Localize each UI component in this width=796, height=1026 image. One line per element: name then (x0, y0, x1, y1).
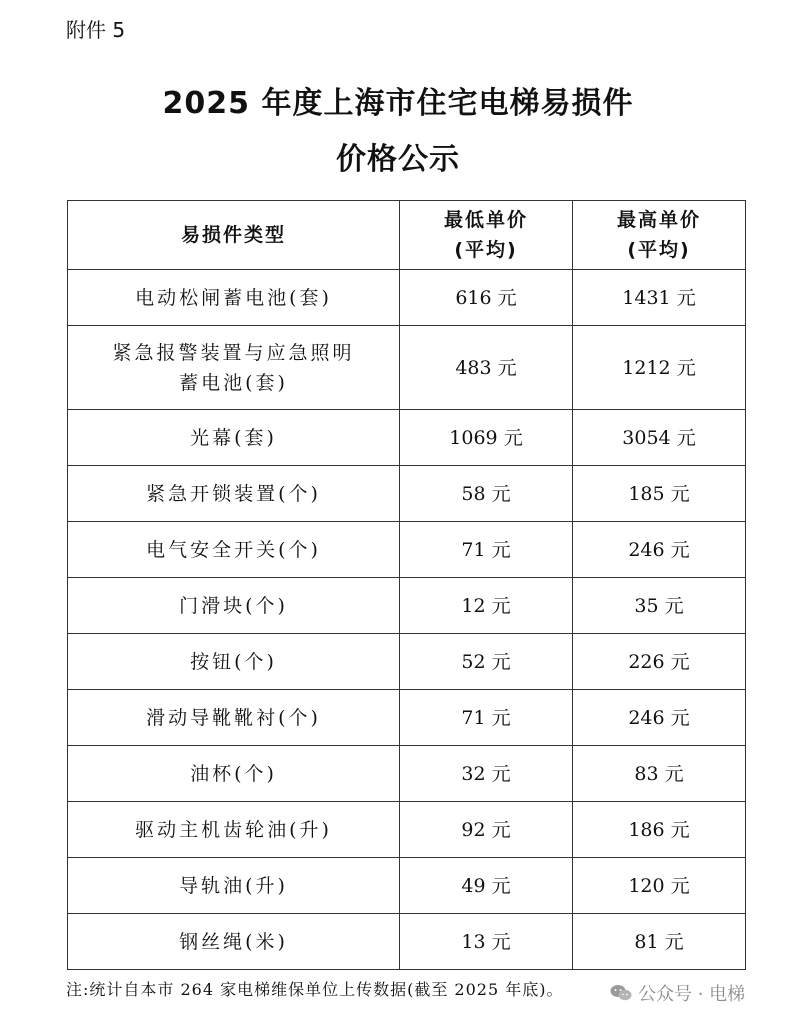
cell-max-price: 1431 元 (573, 270, 746, 326)
table-header-row (68, 201, 746, 270)
table-row (68, 410, 746, 466)
part-type-line1: 紧急报警装置与应急照明 (112, 341, 355, 364)
header-type-label: 易损件类型 (180, 224, 286, 246)
cell-max-price: 246 元 (573, 690, 746, 746)
cell-part-type (68, 270, 400, 326)
cell-max-price: 35 元 (573, 578, 746, 634)
cell-max-price: 1212 元 (573, 326, 746, 410)
part-type-line1: 光幕(套) (190, 426, 277, 449)
watermark (610, 980, 745, 1006)
cell-part-type (68, 746, 400, 802)
footnote: 注:统计自本市 264 家电梯维保单位上传数据(截至 2025 年底)。 (66, 980, 564, 999)
part-type-line1: 门滑块(个) (179, 594, 288, 617)
table-row (68, 914, 746, 970)
cell-part-type (68, 410, 400, 466)
cell-part-type (68, 522, 400, 578)
part-type-line1: 钢丝绳(米) (179, 930, 288, 953)
table-row (68, 522, 746, 578)
part-type-line1: 导轨油(升) (179, 874, 288, 897)
table-row (68, 746, 746, 802)
table-row (68, 802, 746, 858)
cell-max-price: 81 元 (573, 914, 746, 970)
header-max-price (573, 201, 746, 270)
cell-min-price: 49 元 (400, 858, 573, 914)
cell-max-price: 120 元 (573, 858, 746, 914)
cell-min-price: 483 元 (400, 326, 573, 410)
cell-part-type (68, 802, 400, 858)
cell-max-price: 185 元 (573, 466, 746, 522)
part-type-line1: 电动松闸蓄电池(套) (135, 286, 332, 309)
cell-min-price: 52 元 (400, 634, 573, 690)
part-type-line1: 紧急开锁装置(个) (146, 482, 321, 505)
header-type (68, 201, 400, 270)
header-min-price (400, 201, 573, 270)
part-type-line1: 油杯(个) (190, 762, 277, 785)
cell-min-price: 71 元 (400, 690, 573, 746)
attachment-label: 附件 5 (66, 18, 126, 42)
cell-part-type (68, 466, 400, 522)
document-title-line1: 2025 年度上海市住宅电梯易损件 (162, 86, 634, 121)
cell-part-type (68, 690, 400, 746)
table-body (68, 270, 746, 970)
table-row (68, 690, 746, 746)
cell-min-price: 58 元 (400, 466, 573, 522)
cell-min-price: 92 元 (400, 802, 573, 858)
table-row (68, 270, 746, 326)
cell-part-type (68, 326, 400, 410)
cell-min-price: 13 元 (400, 914, 573, 970)
header-min-line1: 最低单价 (443, 209, 528, 231)
cell-max-price: 3054 元 (573, 410, 746, 466)
part-type-line1: 电气安全开关(个) (146, 538, 321, 561)
price-table (67, 200, 746, 970)
cell-min-price: 71 元 (400, 522, 573, 578)
cell-min-price: 616 元 (400, 270, 573, 326)
cell-max-price: 246 元 (573, 522, 746, 578)
table-row (68, 466, 746, 522)
watermark-text: 公众号 · 电梯 (638, 984, 746, 1005)
cell-part-type (68, 914, 400, 970)
header-max-line2: (平均) (627, 239, 691, 261)
table-row (68, 634, 746, 690)
part-type-line1: 驱动主机齿轮油(升) (135, 818, 332, 841)
cell-max-price: 83 元 (573, 746, 746, 802)
cell-min-price: 1069 元 (400, 410, 573, 466)
cell-min-price: 32 元 (400, 746, 573, 802)
table-row (68, 326, 746, 410)
header-min-line2: (平均) (454, 239, 518, 261)
cell-part-type (68, 634, 400, 690)
header-max-line1: 最高单价 (616, 209, 701, 231)
table-row (68, 578, 746, 634)
cell-max-price: 226 元 (573, 634, 746, 690)
cell-part-type (68, 578, 400, 634)
wechat-icon (610, 984, 632, 1002)
document-title-line2: 价格公示 (336, 142, 460, 177)
part-type-line2: 蓄电池(套) (179, 371, 288, 394)
part-type-line1: 滑动导靴靴衬(个) (146, 706, 321, 729)
table-row (68, 858, 746, 914)
cell-part-type (68, 858, 400, 914)
part-type-line1: 按钮(个) (190, 650, 277, 673)
cell-max-price: 186 元 (573, 802, 746, 858)
cell-min-price: 12 元 (400, 578, 573, 634)
